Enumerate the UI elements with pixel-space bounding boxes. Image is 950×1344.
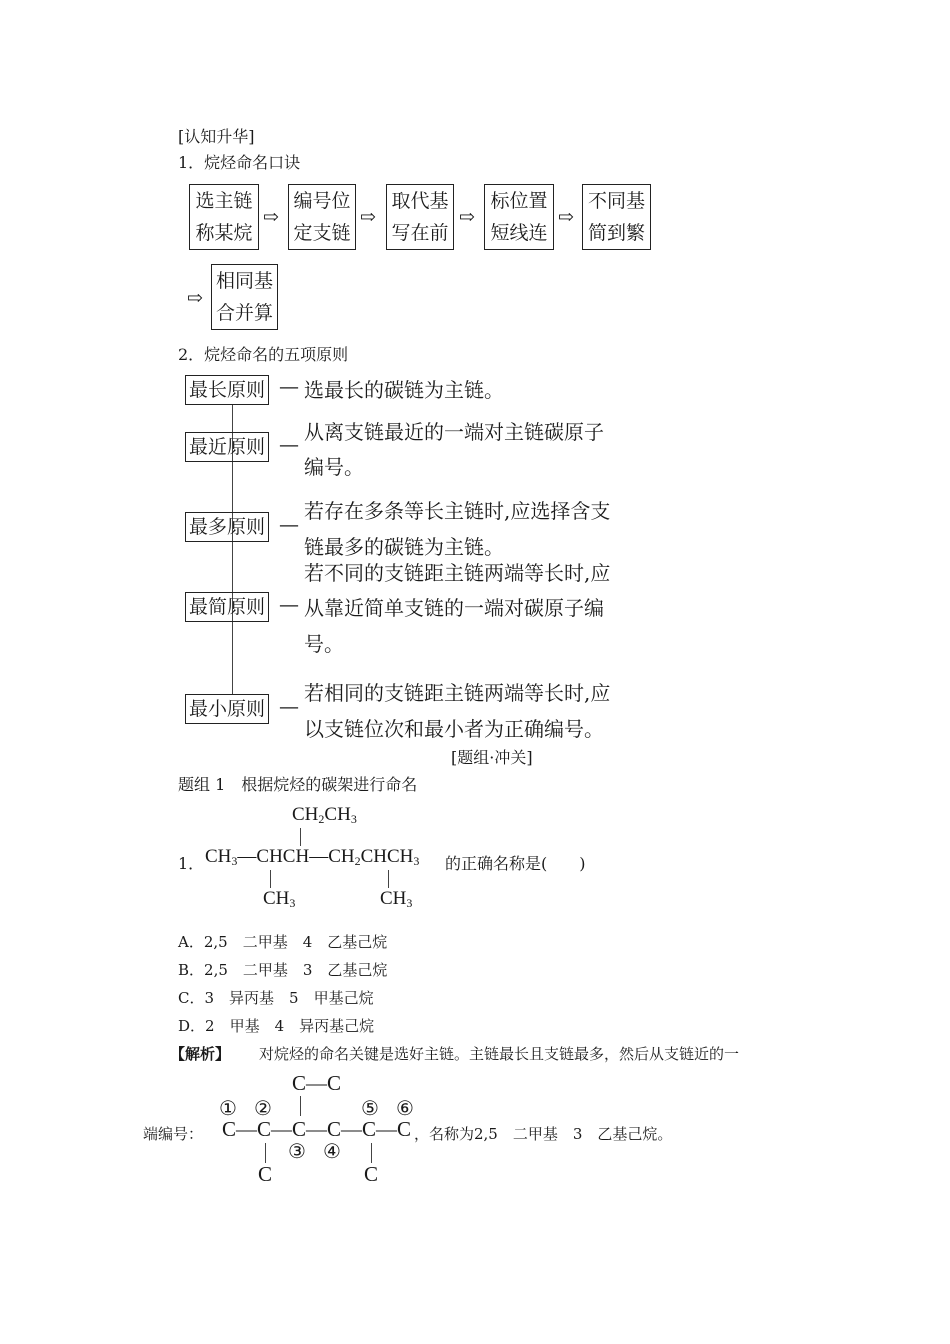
item2-title: 2．烷烃命名的五项原则 [178, 345, 349, 364]
carbon-number-1: ① [219, 1096, 237, 1120]
formula-main-p3-sub: 3 [413, 854, 420, 868]
option-d: D．2 甲基 4 异丙基己烷 [178, 1017, 375, 1035]
formula-br-text: CH [380, 888, 407, 909]
skeleton-main-chain: C—C—C—C—C—C [222, 1117, 412, 1141]
mnemonic-box-6-line2: 合并算 [215, 302, 273, 324]
principle-text-nearest-2: 编号。 [304, 455, 364, 479]
formula-top-branch [292, 804, 357, 827]
mnemonic-box-3-line2: 写在前 [391, 222, 449, 244]
option-c: C．3 异丙基 5 甲基己烷 [178, 989, 374, 1007]
mnemonic-box-2-line2: 定支链 [293, 222, 351, 244]
analysis-label: 【解析】 [170, 1045, 231, 1063]
mnemonic-box-4 [484, 184, 554, 250]
mnemonic-box-1 [189, 184, 259, 250]
principle-label-simplest: 最简原则 [185, 592, 269, 622]
formula-main-p1-sub: 3 [231, 854, 238, 868]
formula-main-p2: —CHCH—CH [237, 846, 355, 867]
formula-br-sub: 3 [406, 896, 413, 910]
formula-bl-sub: 3 [289, 896, 296, 910]
mnemonic-box-2 [288, 184, 356, 250]
principle-text-most-2: 链最多的碳链为主链。 [304, 535, 504, 559]
principle-text-longest-1: 选最长的碳链为主链。 [304, 378, 504, 402]
bond-vertical [300, 1096, 301, 1116]
principle-text-simplest-3: 号。 [304, 632, 344, 656]
option-b: B．2,5 二甲基 3 乙基己烷 [178, 961, 388, 979]
principle-dash: — [279, 374, 299, 398]
principle-dash: — [279, 432, 299, 456]
mnemonic-box-3-line1: 取代基 [391, 190, 449, 212]
mnemonic-box-4-line2: 短线连 [490, 222, 548, 244]
formula-top-a: CH [292, 804, 319, 825]
skeleton-branch-left: C [258, 1162, 273, 1186]
principle-label-nearest: 最近原则 [185, 432, 269, 462]
arrow-right-icon: ⇨ [558, 206, 574, 228]
analysis-text: 对烷烃的命名关键是选好主链。主链最长且支链最多，然后从支链近的一 [244, 1045, 740, 1063]
formula-top-a-sub: 2 [318, 812, 325, 826]
item1-title: 1．烷烃命名口诀 [178, 153, 301, 172]
carbon-number-4: ④ [323, 1139, 341, 1163]
formula-main-p3: CHCH [360, 846, 414, 867]
bond-vertical [371, 1143, 372, 1163]
mnemonic-box-5-line2: 简到繁 [587, 222, 645, 244]
principle-dash: — [279, 592, 299, 616]
section-header: [认知升华] [178, 127, 255, 146]
formula-main-p2-sub: 2 [354, 854, 361, 868]
mnemonic-box-5 [582, 184, 651, 250]
principle-label-most: 最多原则 [185, 512, 269, 542]
formula-bottom-right [380, 888, 412, 911]
question-number: 1． [178, 854, 205, 873]
group-header: [题组·冲关] [451, 748, 533, 767]
carbon-number-3: ③ [288, 1139, 306, 1163]
principle-dash: — [279, 694, 299, 718]
principle-text-simplest-1: 若不同的支链距主链两端等长时,应 [304, 561, 611, 585]
principle-dash: — [279, 512, 299, 536]
formula-bottom-left [263, 888, 295, 911]
option-a: A．2,5 二甲基 4 乙基己烷 [178, 933, 388, 951]
analysis-line2-suffix: ，名称为2,5 二甲基 3 乙基己烷。 [414, 1125, 673, 1143]
principle-text-simplest-2: 从靠近简单支链的一端对碳原子编 [304, 596, 604, 620]
bond-vertical [265, 1143, 266, 1163]
arrow-right-icon: ⇨ [459, 206, 475, 228]
mnemonic-box-5-line1: 不同基 [587, 190, 645, 212]
mnemonic-box-6-line1: 相同基 [215, 270, 273, 292]
mnemonic-box-4-line1: 标位置 [490, 190, 548, 212]
formula-main-p1: CH [205, 846, 232, 867]
principle-text-most-1: 若存在多条等长主链时,应选择含支 [304, 499, 611, 523]
formula-bl-text: CH [263, 888, 290, 909]
carbon-number-5: ⑤ [361, 1096, 379, 1120]
formula-top-b-sub: 3 [350, 812, 357, 826]
mnemonic-box-2-line1: 编号位 [293, 190, 351, 212]
mnemonic-box-3 [386, 184, 454, 250]
analysis-line2-prefix: 端编号： [143, 1125, 204, 1143]
principle-text-smallest-1: 若相同的支链距主链两端等长时,应 [304, 681, 611, 705]
carbon-number-2: ② [254, 1096, 272, 1120]
principle-text-smallest-2: 以支链位次和最小者为正确编号。 [304, 717, 604, 741]
principle-text-nearest-1: 从离支链最近的一端对主链碳原子 [304, 420, 604, 444]
bond-vertical [300, 828, 301, 846]
formula-top-b: CH [324, 804, 351, 825]
principle-label-longest: 最长原则 [185, 375, 269, 405]
arrow-right-icon: ⇨ [360, 206, 376, 228]
group1-title: 题组 1 根据烷烃的碳架进行命名 [178, 775, 418, 794]
mnemonic-box-1-line2: 称某烷 [195, 222, 253, 244]
mnemonic-box-6 [211, 264, 278, 330]
arrow-right-icon: ⇨ [263, 206, 279, 228]
question-stem: 的正确名称是( ) [445, 854, 586, 873]
bond-vertical [270, 870, 271, 888]
bond-vertical [388, 870, 389, 888]
skeleton-top-branch: C—C [292, 1071, 342, 1095]
formula-main-chain [205, 846, 419, 869]
mnemonic-box-1-line1: 选主链 [195, 190, 253, 212]
arrow-right-icon: ⇨ [187, 287, 203, 309]
principle-label-smallest: 最小原则 [185, 694, 269, 724]
carbon-number-6: ⑥ [396, 1096, 414, 1120]
skeleton-branch-right: C [364, 1162, 379, 1186]
